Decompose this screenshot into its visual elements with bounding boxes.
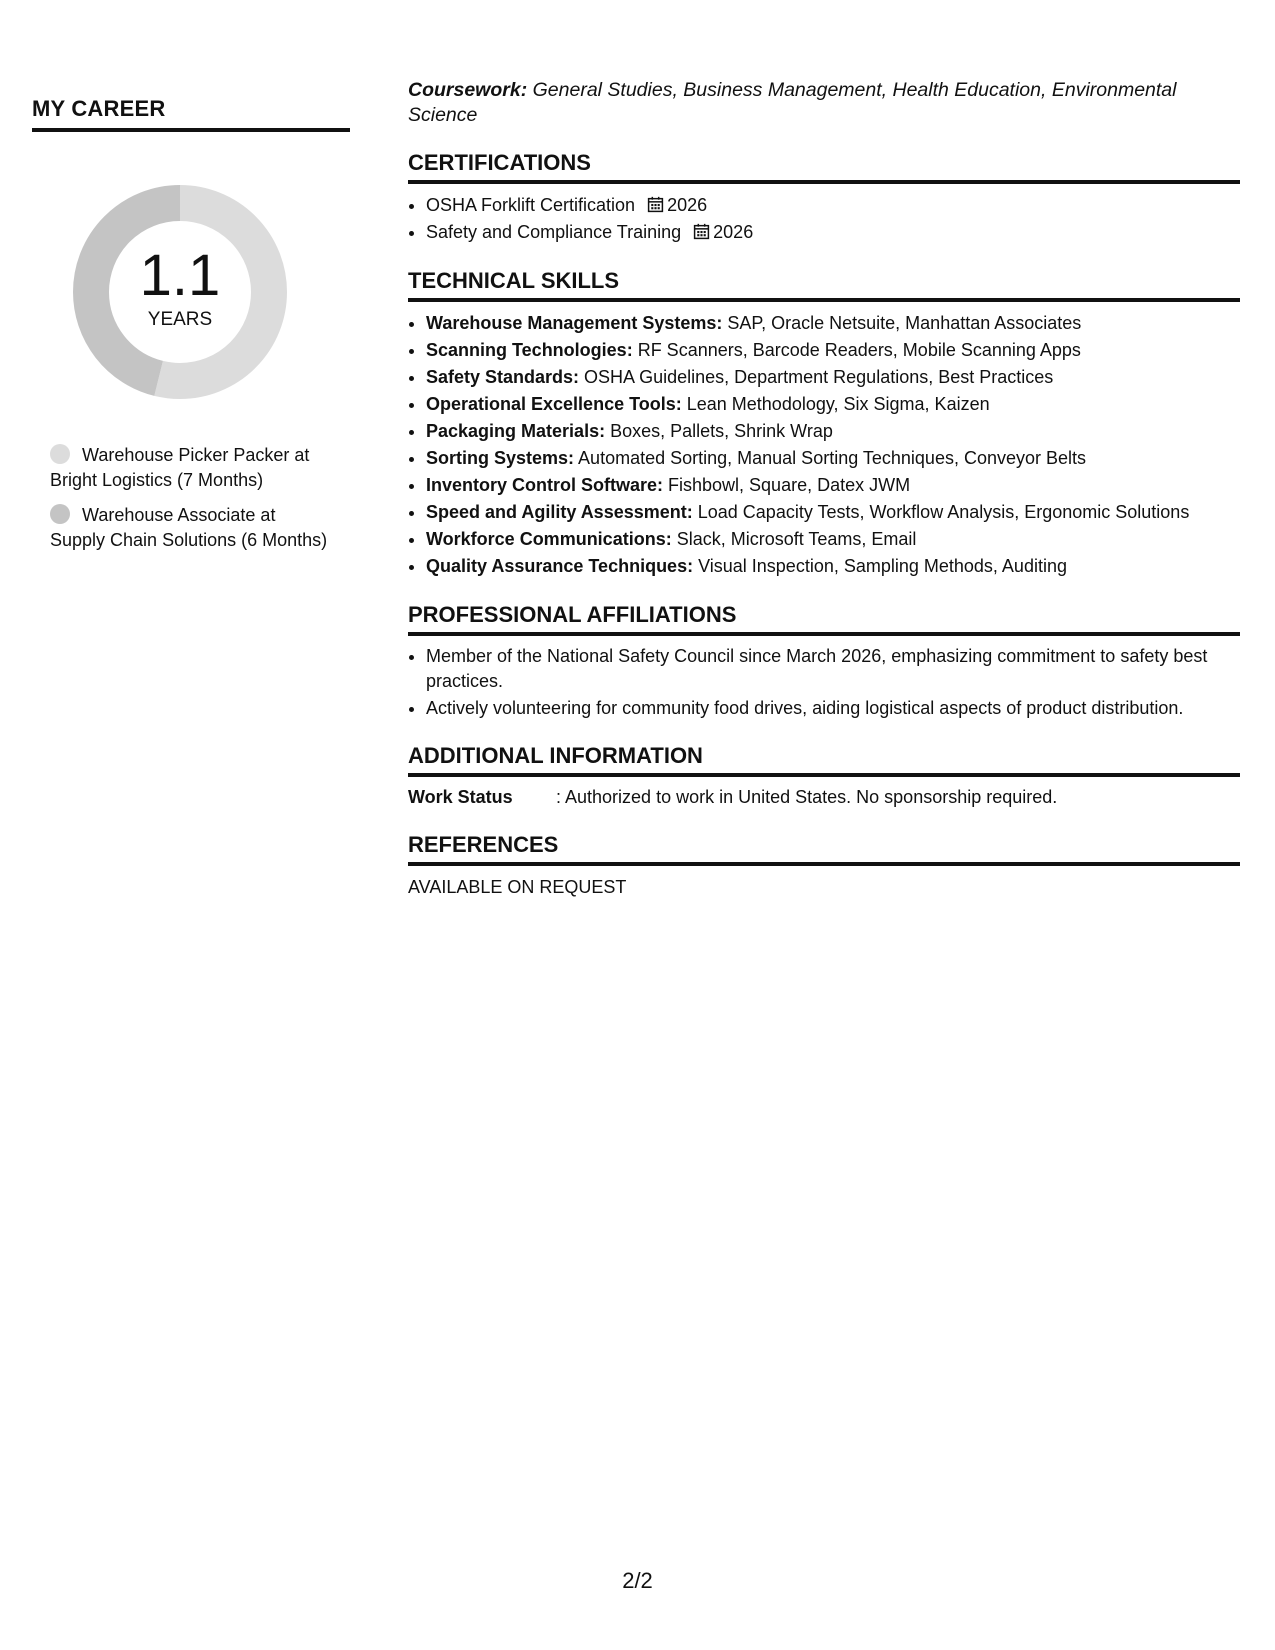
skill-text: Boxes, Pallets, Shrink Wrap [605,421,833,441]
list-item [426,499,1240,526]
legend-item [50,443,335,493]
skill-label: Warehouse Management Systems: [426,313,723,333]
legend-dot-icon [50,444,70,464]
list-item [426,553,1240,580]
calendar-icon [647,196,664,213]
skill-text: Slack, Microsoft Teams, Email [671,529,917,549]
legend-label: Warehouse Associate at Supply Chain Solutions (6 Months) [50,505,328,550]
skill-label: Speed and Agility Assessment: [426,502,693,522]
list-item [426,391,1240,418]
work-status-label: Work Status [408,787,513,807]
career-sidebar [32,96,350,563]
list-item [426,219,1240,246]
skill-text: Lean Methodology, Six Sigma, Kaizen [681,394,990,414]
list-item: • Member of the National Safety Council since March 2026, emphasizing commitment to safety best practices. [426,644,1240,694]
list-item [426,526,1240,553]
list-item: • Actively volunteering for community food drives, aiding logistical aspects of product distribution. [426,696,1240,721]
coursework-label: Coursework: [408,79,528,101]
career-donut-chart [65,177,295,407]
certifications-list [408,192,1240,246]
list-item [426,337,1240,364]
page-number: 2/2 [622,1568,653,1593]
donut-value: 1.1 [139,243,221,308]
skill-text: Load Capacity Tests, Workflow Analysis, Ergonomic Solutions [692,502,1190,522]
list-item [426,472,1240,499]
skill-label: Safety Standards: [426,367,580,387]
list-item [426,418,1240,445]
list-item [426,445,1240,472]
references-text: AVAILABLE ON REQUEST [408,877,627,897]
section-title-additional-info: ADDITIONAL INFORMATION [408,743,1240,777]
list-item [426,310,1240,337]
main-content [408,78,1240,900]
legend-dot-icon [50,504,70,524]
section-title-certifications: CERTIFICATIONS [408,150,1240,184]
skill-text: Visual Inspection, Sampling Methods, Auditing [693,556,1067,576]
section-title-technical-skills: TECHNICAL SKILLS [408,268,1240,302]
section-title-references: REFERENCES [408,832,1240,866]
legend-item [50,503,335,553]
skill-label: Sorting Systems: [426,448,575,468]
legend-label: Warehouse Picker Packer at Bright Logistics (7 Months) [50,445,310,490]
work-status-row [408,785,1240,810]
skills-list [408,310,1240,580]
skill-label: Workforce Communications: [426,529,672,549]
coursework-text: General Studies, Business Management, Health Education, Environmental Science [408,79,1177,126]
skill-label: Scanning Technologies: [426,340,633,360]
skill-label: Packaging Materials: [426,421,606,441]
certification-name: OSHA Forklift Certification [426,195,636,215]
certification-name: Safety and Compliance Training [426,222,682,242]
coursework [408,78,1240,128]
donut-center [65,177,295,407]
skill-text: OSHA Guidelines, Department Regulations, Best Practices [579,367,1054,387]
calendar-icon [693,223,710,240]
skill-text: RF Scanners, Barcode Readers, Mobile Scanning Apps [632,340,1081,360]
skill-label: Quality Assurance Techniques: [426,556,694,576]
skill-label: Inventory Control Software: [426,475,664,495]
certification-year: 2026 [713,222,754,242]
certification-year: 2026 [667,195,708,215]
skill-text: Automated Sorting, Manual Sorting Techniques, Conveyor Belts [574,448,1087,468]
career-legend [50,443,335,553]
skill-text: SAP, Oracle Netsuite, Manhattan Associates [722,313,1082,333]
donut-unit: YEARS [147,309,213,330]
skill-label: Operational Excellence Tools: [426,394,682,414]
skill-text: Fishbowl, Square, Datex JWM [663,475,911,495]
affiliations-list [408,644,1240,721]
list-item [426,192,1240,219]
list-item [426,364,1240,391]
career-title: MY CAREER [32,96,350,132]
section-title-affiliations: PROFESSIONAL AFFILIATIONS [408,602,1240,636]
work-status-value: : Authorized to work in United States. No sponsorship required. [556,787,1058,807]
